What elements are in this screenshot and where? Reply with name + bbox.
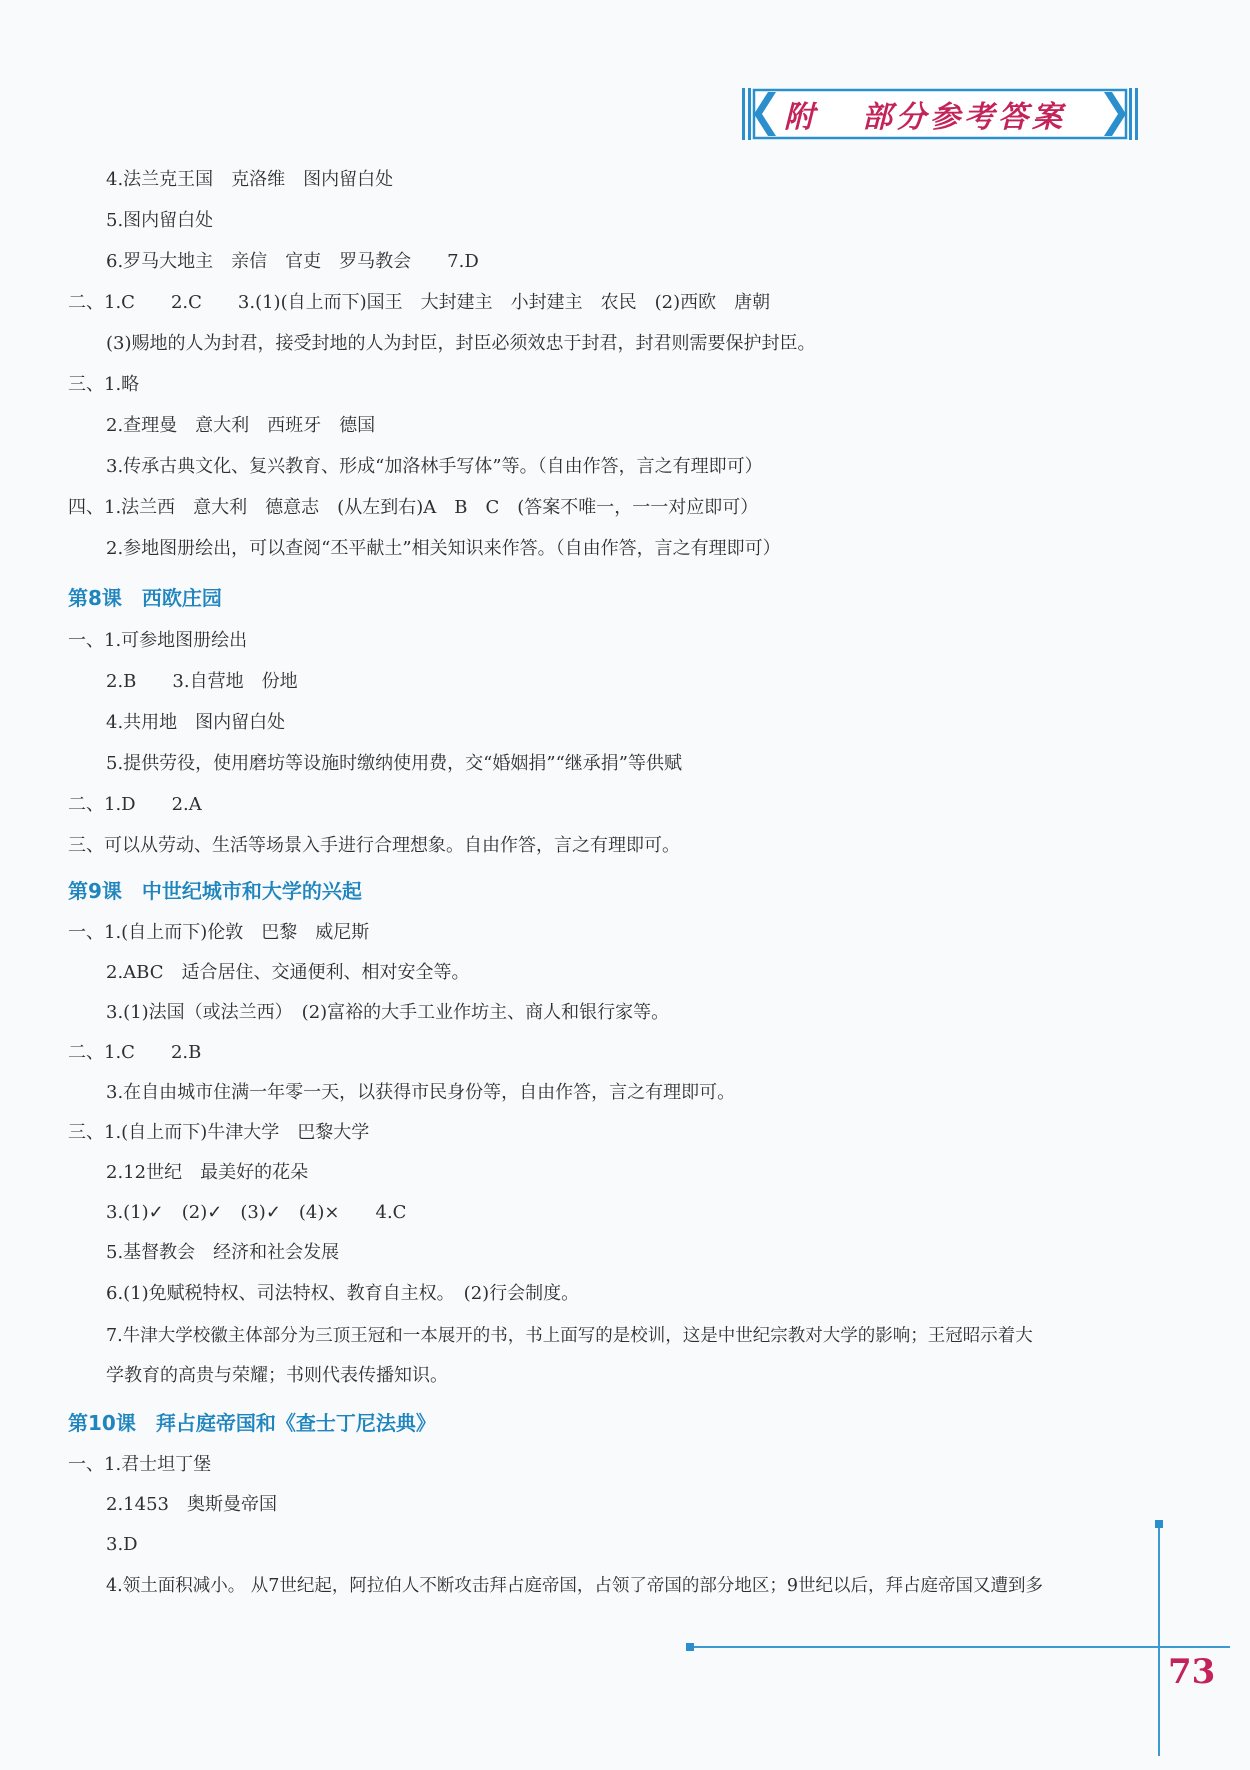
answer-line: 三、1.略: [68, 374, 140, 395]
answer-line: 3.在自由城市住满一年零一天，以获得市民身份等，自由作答，言之有理即可。: [106, 1082, 736, 1103]
page-number: 73: [1168, 1652, 1216, 1692]
answer-line: 5.提供劳役，使用磨坊等设施时缴纳使用费，交“婚姻捐”“继承捐”等供赋: [106, 753, 682, 774]
page-corner-vertical-rule: [1158, 1524, 1160, 1756]
answer-line: 二、1.C 2.C 3.(1)(自上而下)国王 大封建主 小封建主 农民 (2)西欧 唐朝: [68, 292, 771, 313]
answer-line: 2.1453 奥斯曼帝国: [106, 1494, 277, 1515]
answer-line: 一、1.可参地图册绘出: [68, 630, 248, 651]
answer-line: 5.基督教会 经济和社会发展: [106, 1242, 340, 1263]
answer-line: (3)赐地的人为封君，接受封地的人为封臣，封臣必须效忠于封君，封君则需要保护封臣。: [106, 333, 816, 354]
answer-line: 6.(1)免赋税特权、司法特权、教育自主权。 (2)行会制度。: [106, 1283, 580, 1304]
answer-line: 6.罗马大地主 亲信 官吏 罗马教会 7.D: [106, 251, 479, 272]
answer-line: 三、1.(自上而下)牛津大学 巴黎大学: [68, 1122, 370, 1143]
lesson-heading: 第9课 中世纪城市和大学的兴起: [68, 879, 362, 903]
header-banner: [742, 86, 1138, 142]
answer-line: 3.(1)法国（或法兰西） (2)富裕的大手工业作坊主、商人和银行家等。: [106, 1002, 670, 1023]
lesson-heading: 第8课 西欧庄园: [68, 586, 222, 610]
answer-line: 一、1.(自上而下)伦敦 巴黎 威尼斯: [68, 922, 370, 943]
answer-line: 2.B 3.自营地 份地: [106, 671, 298, 692]
header-title: [742, 86, 1138, 142]
answer-line: 二、1.C 2.B: [68, 1042, 202, 1063]
answer-line: 四、1.法兰西 意大利 德意志 (从左到右)A B C (答案不唯一，一一对应即可）: [68, 497, 759, 518]
answer-line: 4.领土面积减小。 从7世纪起，阿拉伯人不断攻击拜占庭帝国，占领了帝国的部分地区；9世纪以后，拜占庭帝国又遭到多: [106, 1576, 1044, 1596]
appendix-label: 附: [784, 100, 818, 135]
lesson-heading: 第10课 拜占庭帝国和《查士丁尼法典》: [68, 1411, 436, 1435]
answer-line: 5.图内留白处: [106, 210, 214, 231]
answer-line: 3.(1)✓ (2)✓ (3)✓ (4)× 4.C: [106, 1202, 407, 1223]
rule-end-marker: [686, 1643, 694, 1651]
answers-title: 部分参考答案: [862, 100, 1066, 135]
answer-line: 4.共用地 图内留白处: [106, 712, 286, 733]
answer-line: 三、可以从劳动、生活等场景入手进行合理想象。自由作答，言之有理即可。: [68, 835, 680, 856]
answer-line: 2.12世纪 最美好的花朵: [106, 1162, 309, 1183]
answer-line: 2.参地图册绘出，可以查阅“丕平献土”相关知识来作答。（自由作答，言之有理即可）: [106, 538, 781, 559]
answer-line: 2.查理曼 意大利 西班牙 德国: [106, 415, 376, 436]
rule-end-marker: [1155, 1520, 1163, 1528]
answer-line: 4.法兰克王国 克洛维 图内留白处: [106, 169, 394, 190]
answer-line: 学教育的高贵与荣耀；书则代表传播知识。: [106, 1365, 448, 1386]
answer-line: 二、1.D 2.A: [68, 794, 202, 815]
answer-line: 3.D: [106, 1534, 138, 1555]
answer-line: 一、1.君士坦丁堡: [68, 1454, 212, 1475]
answer-line: 3.传承古典文化、复兴教育、形成“加洛林手写体”等。（自由作答，言之有理即可）: [106, 456, 763, 477]
page-corner-horizontal-rule: [690, 1646, 1230, 1648]
answer-line: 7.牛津大学校徽主体部分为三顶王冠和一本展开的书，书上面写的是校训，这是中世纪宗教对大学的影响；王冠昭示着大: [106, 1326, 1033, 1346]
answer-line: 2.ABC 适合居住、交通便利、相对安全等。: [106, 962, 470, 983]
